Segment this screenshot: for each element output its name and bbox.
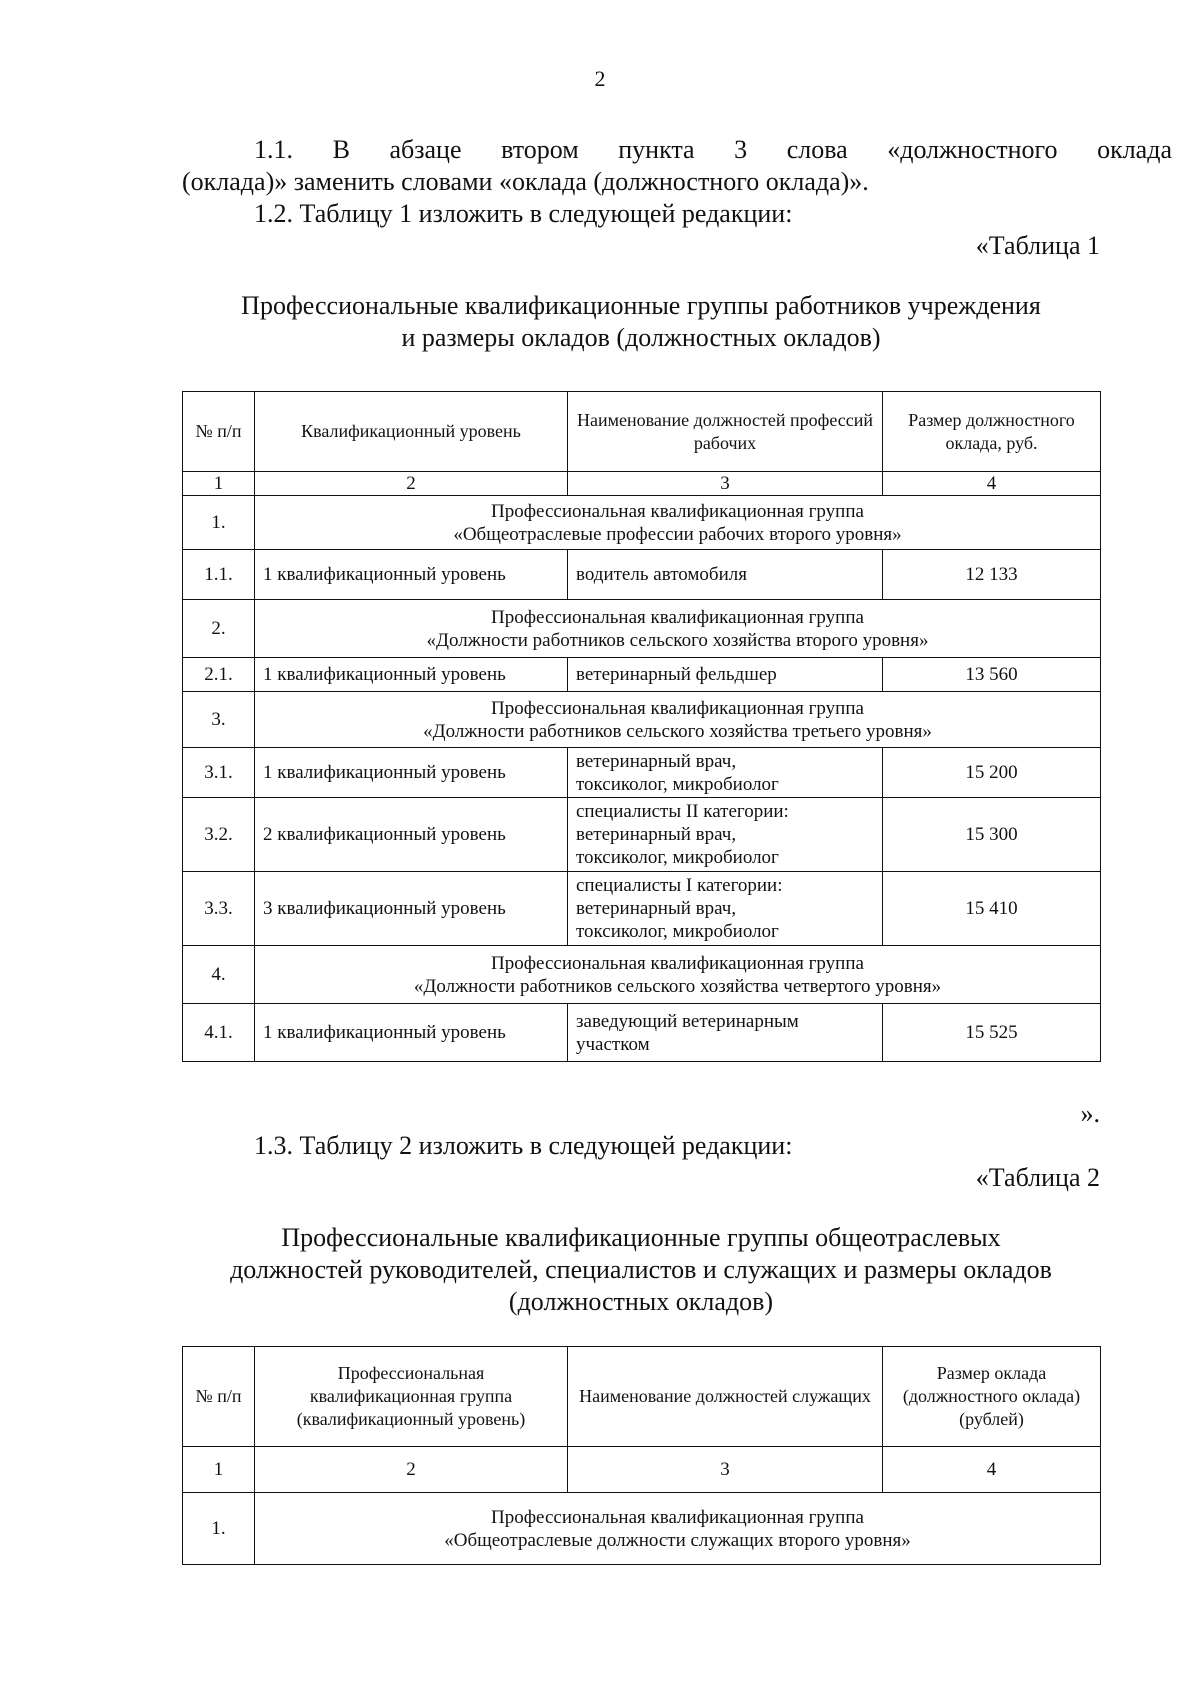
position-line: заведующий ветеринарным bbox=[576, 1010, 799, 1032]
table2-colnum: 1 bbox=[183, 1447, 255, 1493]
row-salary: 15 410 bbox=[883, 872, 1101, 946]
paragraph-1-2: 1.2. Таблицу 1 изложить в следующей редакции: bbox=[254, 199, 793, 228]
table2-colnum: 3 bbox=[568, 1447, 883, 1493]
group-title-line2: «Общеотраслевые профессии рабочих второго уровня» bbox=[453, 523, 902, 545]
group-title bbox=[255, 692, 1101, 748]
row-salary: 13 560 bbox=[883, 658, 1101, 692]
table1-group-row bbox=[183, 692, 1101, 748]
table1-title-line2: и размеры окладов (должностных окладов) bbox=[401, 323, 881, 352]
group-num: 4. bbox=[183, 946, 255, 1004]
table2-label: «Таблица 2 bbox=[975, 1163, 1100, 1192]
row-positions bbox=[568, 550, 883, 600]
table1-header-level: Квалификационный уровень bbox=[255, 392, 568, 472]
table1-colnum: 3 bbox=[568, 472, 883, 496]
row-salary: 12 133 bbox=[883, 550, 1101, 600]
table2-colnum-row bbox=[183, 1447, 1101, 1493]
group-num: 3. bbox=[183, 692, 255, 748]
position-line: ветеринарный фельдшер bbox=[576, 664, 777, 685]
table1-header-num: № п/п bbox=[183, 392, 255, 472]
table1-row bbox=[183, 658, 1101, 692]
group-num: 1. bbox=[183, 1493, 255, 1565]
position-line: специалисты II категории: bbox=[576, 801, 789, 822]
table1-close-quote: ». bbox=[1080, 1099, 1100, 1128]
group-num: 2. bbox=[183, 600, 255, 658]
row-positions bbox=[568, 748, 883, 798]
position-line: токсиколог, микробиолог bbox=[576, 773, 779, 795]
table1-header-row bbox=[183, 392, 1101, 472]
row-salary: 15 300 bbox=[883, 798, 1101, 872]
group-title bbox=[255, 946, 1101, 1004]
table1-colnum: 1 bbox=[183, 472, 255, 496]
group-title-line1: Профессиональная квалификационная группа bbox=[491, 697, 864, 719]
row-num: 3.3. bbox=[183, 872, 255, 946]
group-title-line2: «Общеотраслевые должности служащих второго уровня» bbox=[444, 1529, 911, 1551]
group-title bbox=[255, 600, 1101, 658]
table1-title-line1: Профессиональные квалификационные группы работников учреждения bbox=[241, 291, 1041, 320]
position-line: ветеринарный врач, bbox=[576, 750, 737, 772]
table2-colnum: 2 bbox=[255, 1447, 568, 1493]
group-title-line2: «Должности работников сельского хозяйства третьего уровня» bbox=[423, 720, 932, 742]
table2-header-salary: Размер оклада (должностного оклада) (рублей) bbox=[883, 1347, 1101, 1447]
table2-header-num: № п/п bbox=[183, 1347, 255, 1447]
table1-header-salary: Размер должностного оклада, руб. bbox=[883, 392, 1101, 472]
table2-header-positions: Наименование должностей служащих bbox=[568, 1347, 883, 1447]
table2-header-row bbox=[183, 1347, 1101, 1447]
table1-colnum: 4 bbox=[883, 472, 1101, 496]
paragraph-1-1-line2: (оклада)» заменить словами «оклада (должностного оклада)». bbox=[182, 167, 869, 196]
row-positions bbox=[568, 1004, 883, 1062]
table2-group-row bbox=[183, 1493, 1101, 1565]
table1-row bbox=[183, 872, 1101, 946]
position-line: специалисты I категории: bbox=[576, 875, 783, 896]
group-title-line1: Профессиональная квалификационная группа bbox=[491, 1506, 864, 1528]
position-line: ветеринарный врач, bbox=[576, 824, 737, 845]
row-level: 2 квалификационный уровень bbox=[255, 798, 568, 872]
table2-title-line3: (должностных окладов) bbox=[508, 1287, 774, 1316]
group-title bbox=[255, 1493, 1101, 1565]
position-line: токсиколог, микробиолог bbox=[576, 847, 779, 868]
group-title-line1: Профессиональная квалификационная группа bbox=[491, 952, 864, 974]
table1-row bbox=[183, 550, 1101, 600]
position-line: токсиколог, микробиолог bbox=[576, 921, 779, 942]
row-positions bbox=[568, 872, 883, 946]
page-number: 2 bbox=[594, 66, 606, 91]
group-title bbox=[255, 496, 1101, 550]
table1-colnum: 2 bbox=[255, 472, 568, 496]
table1-group-row bbox=[183, 946, 1101, 1004]
table-2 bbox=[182, 1346, 1101, 1565]
group-title-line1: Профессиональная квалификационная группа bbox=[491, 500, 864, 522]
table1-row bbox=[183, 798, 1101, 872]
row-level: 1 квалификационный уровень bbox=[255, 1004, 568, 1062]
table1-row bbox=[183, 748, 1101, 798]
row-num: 3.2. bbox=[183, 798, 255, 872]
table1-label: «Таблица 1 bbox=[975, 231, 1100, 260]
row-level: 1 квалификационный уровень bbox=[255, 550, 568, 600]
row-num: 1.1. bbox=[183, 550, 255, 600]
table2-colnum: 4 bbox=[883, 1447, 1101, 1493]
row-num: 3.1. bbox=[183, 748, 255, 798]
table1-group-row bbox=[183, 600, 1101, 658]
table1-colnum-row bbox=[183, 472, 1101, 496]
paragraph-1-3: 1.3. Таблицу 2 изложить в следующей редакции: bbox=[254, 1131, 793, 1160]
table1-group-row bbox=[183, 496, 1101, 550]
row-positions bbox=[568, 798, 883, 872]
group-title-line2: «Должности работников сельского хозяйства четвертого уровня» bbox=[413, 975, 942, 997]
row-salary: 15 525 bbox=[883, 1004, 1101, 1062]
paragraph-1-1-line1: 1.1. В абзаце втором пункта 3 слова «должностного оклада bbox=[254, 135, 1172, 164]
position-line: ветеринарный врач, bbox=[576, 898, 737, 919]
table2-title-line1: Профессиональные квалификационные группы общеотраслевых bbox=[281, 1223, 1001, 1252]
group-title-line2: «Должности работников сельского хозяйства второго уровня» bbox=[426, 629, 929, 651]
row-level: 1 квалификационный уровень bbox=[255, 748, 568, 798]
table-1 bbox=[182, 391, 1101, 1062]
row-num: 4.1. bbox=[183, 1004, 255, 1062]
group-num: 1. bbox=[183, 496, 255, 550]
position-line: водитель автомобиля bbox=[576, 564, 747, 585]
table1-row bbox=[183, 1004, 1101, 1062]
position-line: участком bbox=[576, 1033, 650, 1055]
table1-header-positions: Наименование должностей профессий рабочих bbox=[568, 392, 883, 472]
row-positions bbox=[568, 658, 883, 692]
row-num: 2.1. bbox=[183, 658, 255, 692]
row-level: 1 квалификационный уровень bbox=[255, 658, 568, 692]
row-level: 3 квалификационный уровень bbox=[255, 872, 568, 946]
table2-header-group: Профессиональная квалификационная группа (квалификационный уровень) bbox=[255, 1347, 568, 1447]
row-salary: 15 200 bbox=[883, 748, 1101, 798]
table2-title-line2: должностей руководителей, специалистов и служащих и размеры окладов bbox=[230, 1255, 1052, 1284]
group-title-line1: Профессиональная квалификационная группа bbox=[491, 606, 864, 628]
